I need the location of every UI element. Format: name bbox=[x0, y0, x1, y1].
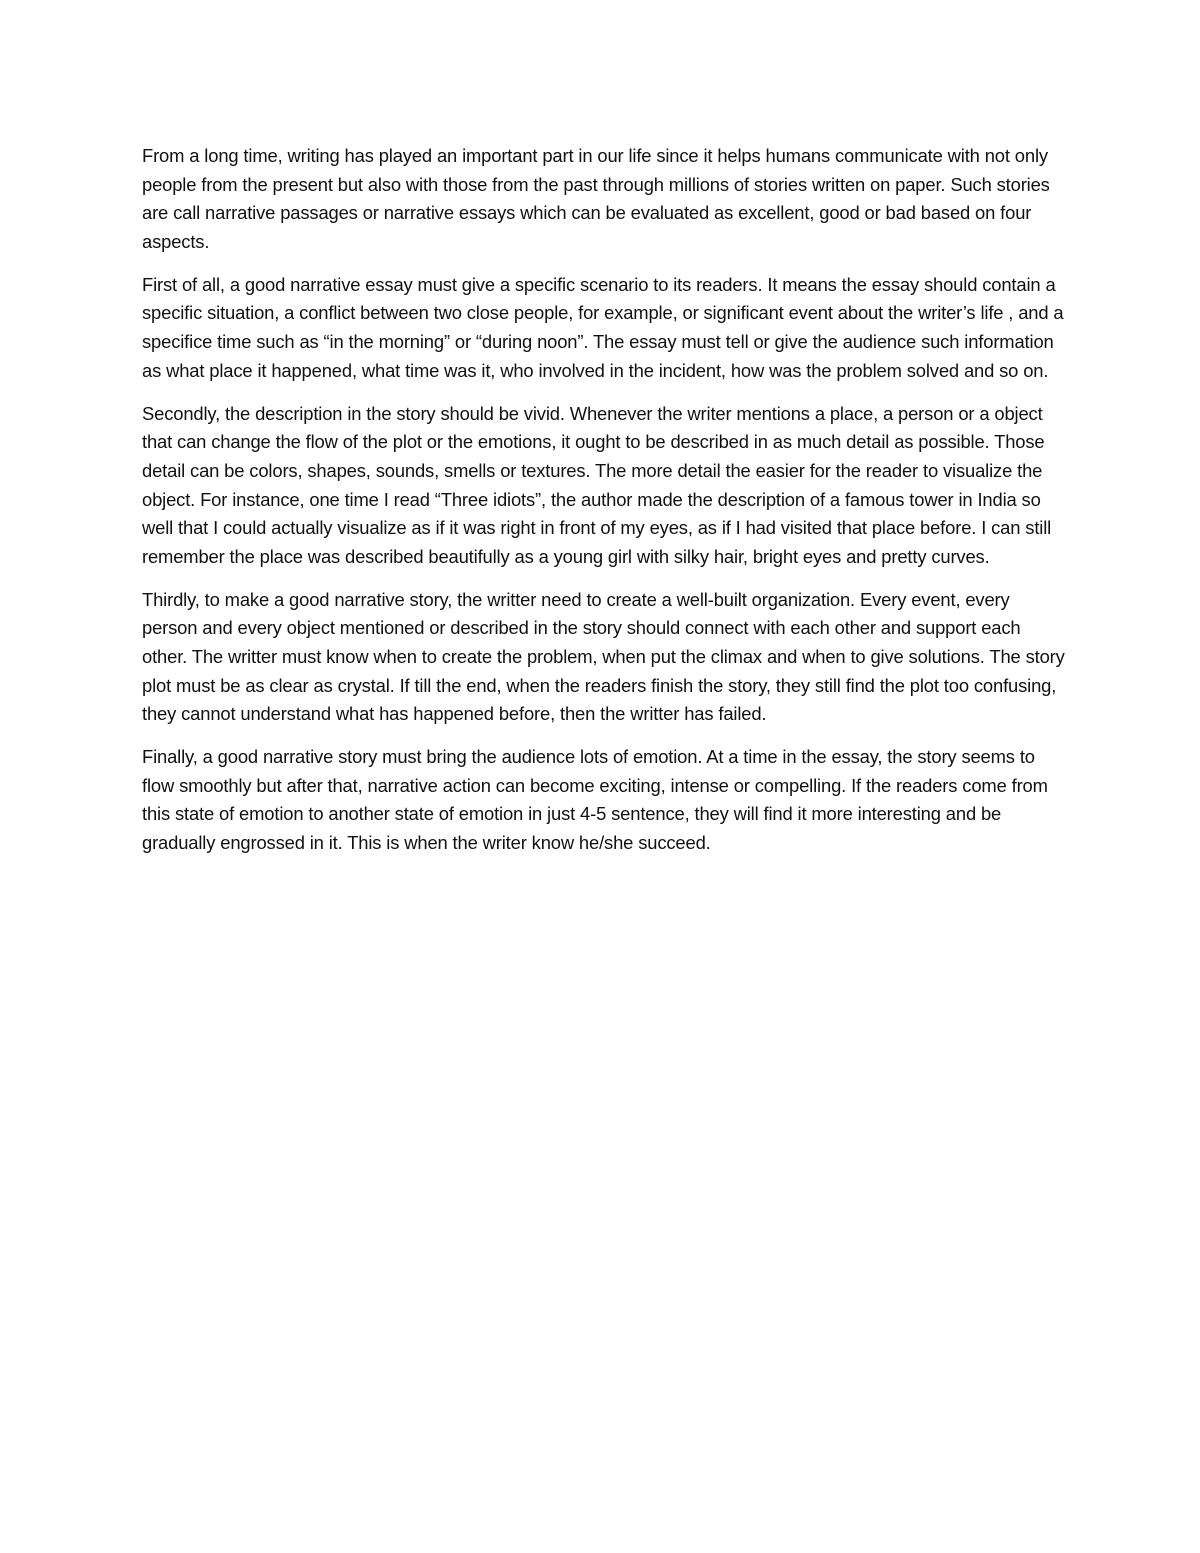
paragraph-vivid-description: Secondly, the description in the story should be vivid. Whenever the writer mentions a place, a person or a object that can change the flow of the plot or the emotions, it ought to be described in as much detail as possible. Those detail can be colors, shapes, sounds, smells or textures. The more detail the easier for the reader to visualize the object. For instance, one time I read “Three idiots”, the author made the description of a famous tower in India so well that I could actually visualize as if it was right in front of my eyes, as if I had visited that place before. I can still remember the place was described beautifully as a young girl with silky hair, bright eyes and pretty curves. bbox=[142, 402, 1052, 567]
paragraph-introduction: From a long time, writing has played an important part in our life since it helps humans communicate with not only people from the present but also with those from the past through millions of stories written on paper. Such stories are call narrative passages or narrative essays which can be evaluated as excellent, good or bad based on four aspects. bbox=[142, 145, 1050, 252]
essay-body bbox=[142, 142, 1067, 872]
paragraph-organization: Thirdly, to make a good narrative story, the writter need to create a well-built organization. Every event, every person and every object mentioned or described in the story should connect with each other and support each other. The writter must know when to create the problem, when put the climax and when to give solutions. The story plot must be as clear as crystal. If till the end, when the readers finish the story, they still find the plot too confusing, they cannot understand what has happened before, then the writter has failed. bbox=[142, 588, 1065, 725]
paragraph-specific-scenario: First of all, a good narrative essay must give a specific scenario to its readers. It means the essay should contain a specific situation, a conflict between two close people, for example, or significant event about the writer’s life , and a specifice time such as “in the morning” or “during noon”. The essay must tell or give the audience such information as what place it happened, what time was it, who involved in the incident, how was the problem solved and so on. bbox=[142, 273, 1064, 381]
paragraph-emotion: Finally, a good narrative story must bring the audience lots of emotion. At a time in the essay, the story seems to flow smoothly but after that, narrative action can become exciting, intense or compelling. If the readers come from this state of emotion to another state of emotion in just 4-5 sentence, they will find it more interesting and be gradually engrossed in it. This is when the writer know he/she succeed. bbox=[142, 746, 1048, 854]
